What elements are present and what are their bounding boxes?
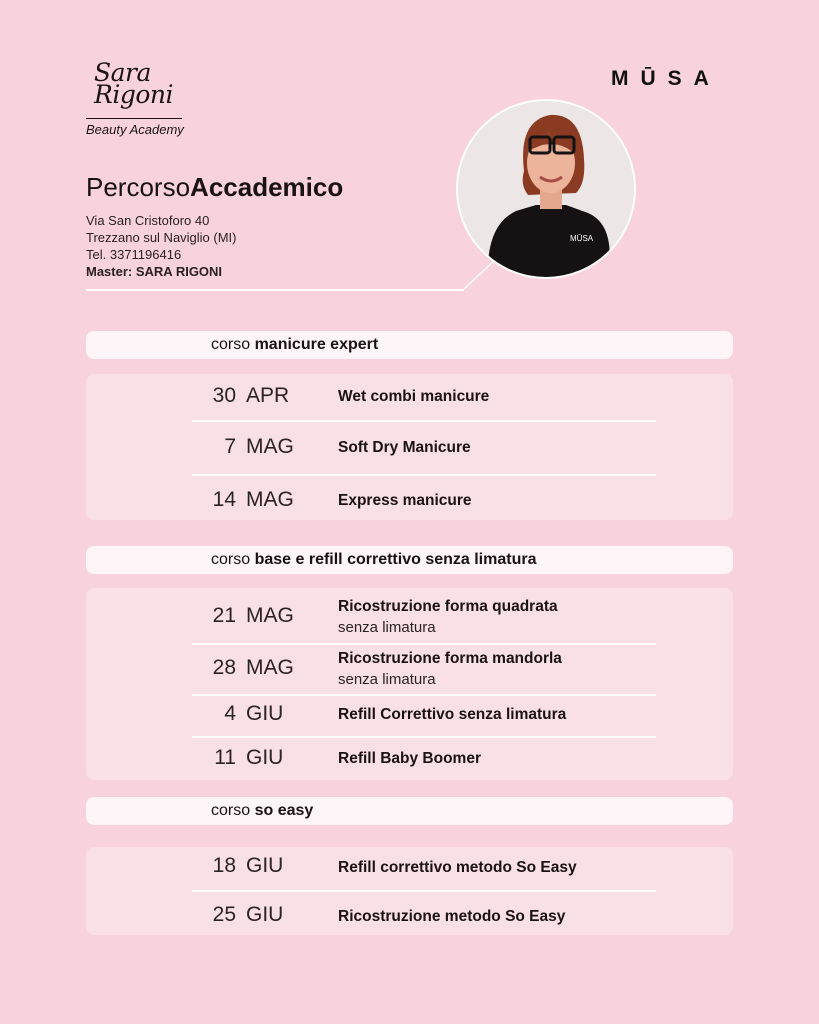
course-header-base-refill [86, 546, 733, 574]
academy-logo [86, 58, 186, 137]
lesson-day: 7 [224, 435, 236, 458]
lesson-title: Soft Dry Manicure [338, 439, 471, 456]
lesson-title: Refill Baby Boomer [338, 750, 481, 767]
lesson-day: 25 [212, 903, 236, 926]
address-street: Via San Cristoforo 40 [86, 213, 210, 228]
lesson-day: 28 [212, 656, 236, 679]
lesson-month: MAG [246, 488, 294, 511]
address-block [86, 212, 237, 280]
header-divider [86, 289, 464, 291]
lesson-title: Wet combi manicure [338, 388, 490, 405]
course-header-so-easy [86, 797, 733, 825]
lesson-month: GIU [246, 702, 284, 725]
lesson-day: 11 [214, 746, 236, 769]
lesson-month: GIU [246, 854, 284, 877]
lesson-day: 4 [224, 702, 236, 725]
lesson-title: Ricostruzione forma mandorla [338, 650, 562, 667]
title-bold: Accademico [190, 172, 344, 202]
lesson-subtitle: senza limatura [338, 671, 436, 688]
musa-brand-logo: MŪSA [611, 67, 721, 90]
course-name: base e refill correttivo senza limatura [254, 551, 537, 568]
lesson-subtitle: senza limatura [338, 619, 436, 636]
logo-academy: Beauty Academy [86, 122, 184, 137]
portrait-illustration [458, 101, 634, 277]
course-prefix: corso [211, 551, 251, 568]
lesson-title: Ricostruzione metodo So Easy [338, 908, 566, 925]
course-panel-base-refill [86, 588, 733, 780]
lesson-title: Refill correttivo metodo So Easy [338, 859, 577, 876]
address-phone: Tel. 3371196416 [86, 247, 182, 262]
lesson-day: 18 [212, 854, 236, 877]
lesson-month: MAG [246, 604, 294, 627]
course-panel-manicure-expert [86, 374, 733, 520]
row-divider [192, 890, 656, 892]
course-prefix: corso [211, 336, 251, 353]
logo-line-1: Sara [94, 58, 151, 87]
course-prefix: corso [211, 802, 251, 819]
shirt-logo: MŪSA [570, 234, 594, 243]
page-title [86, 172, 343, 203]
logo-divider [86, 118, 182, 119]
lesson-month: MAG [246, 656, 294, 679]
master-portrait [456, 99, 636, 279]
course-name: so easy [254, 802, 314, 819]
lesson-title: Ricostruzione forma quadrata [338, 598, 558, 615]
lesson-month: GIU [246, 903, 284, 926]
logo-line-2: Rigoni [94, 80, 173, 109]
lesson-title: Refill Correttivo senza limatura [338, 706, 567, 723]
row-divider [192, 474, 656, 476]
row-divider [192, 694, 656, 696]
lesson-day: 30 [212, 384, 236, 407]
row-divider [192, 420, 656, 422]
lesson-title: Express manicure [338, 492, 472, 509]
lesson-month: GIU [246, 746, 284, 769]
lesson-month: MAG [246, 435, 294, 458]
address-city: Trezzano sul Naviglio (MI) [86, 230, 237, 245]
lesson-month: APR [246, 384, 290, 407]
title-light: Percorso [86, 172, 191, 202]
lesson-day: 14 [212, 488, 236, 511]
course-name: manicure expert [254, 336, 379, 353]
course-panel-so-easy [86, 847, 733, 935]
row-divider [192, 736, 656, 738]
address-master: Master: SARA RIGONI [86, 264, 223, 279]
course-header-manicure-expert [86, 331, 733, 359]
row-divider [192, 643, 656, 645]
lesson-day: 21 [212, 604, 236, 627]
